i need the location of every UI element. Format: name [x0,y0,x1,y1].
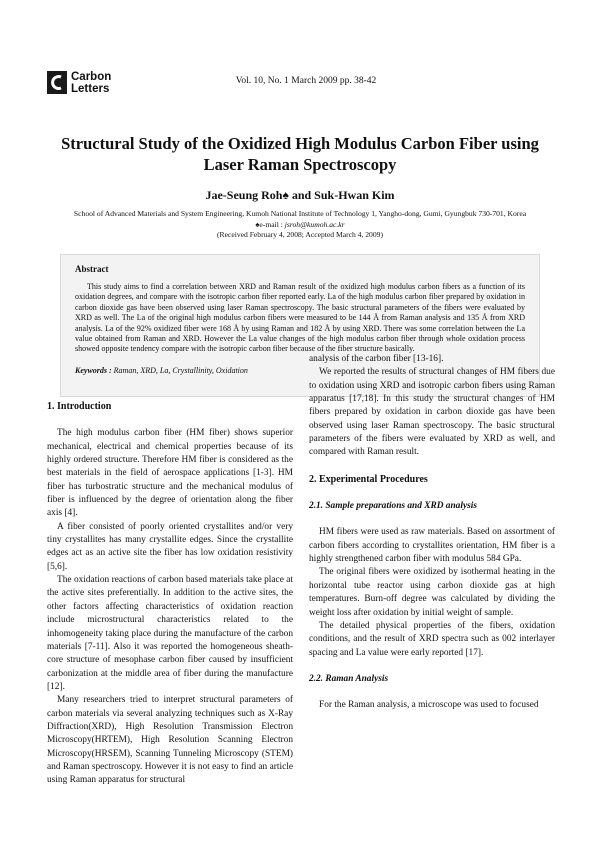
left-column [47,400,293,788]
affiliation-block [20,209,580,241]
paragraph: The original fibers were oxidized by isothermal heating in the horizontal tube reactor using carbon dioxide gas at high temperatures. Burn-off degree was calculated by dividing the weight loss after oxidation by initial weight of sample. [309,567,555,618]
keywords-values: Raman, XRD, La, Crystallinity, Oxidation [113,365,248,375]
paragraph: The high modulus carbon fiber (HM fiber) shows superior mechanical, electrical and chemical properties because of its highly ordered structure. Therefore HM fiber is considered as the best materials in the field of aerospace applications [1-3]. HM fiber has turbostratic structure and the mechanical modulus of fiber is influenced by the degree of orientation along the fiber axis [4]. [47,428,293,519]
section-heading-introduction: 1. Introduction [47,401,112,412]
journal-info: Vol. 10, No. 1 March 2009 pp. 38-42 [235,76,377,86]
abstract-heading: Abstract [75,264,109,274]
paragraph: The oxidation reactions of carbon based materials take place at the active sites preferentially. In addition to the active sites, the other factors affecting characteristics of oxidation reaction include microstructural characteristics related to the inhomogeneity taking place during the manufacture of the carbon materials [7-11]. Also it was reported the homogeneous sheath-core structure of mesophase carbon fiber caused by insufficient carbonization at the middle area of fiber during the manufacture [12]. [47,575,293,692]
section-heading-experimental: 2. Experimental Procedures [309,473,428,485]
paragraph: Many researchers tried to interpret structural parameters of carbon materials via several analyzing techniques such as X-Ray Diffraction(XRD), High Resolution Transmission Electron Microscopy(HRTEM), High Resolution Scanning Electron Microscopy(HRSEM), Scanning Tunneling Microscopy (STEM) and Raman spectroscopy. However it is not easy to find an article using Raman apparatus for structural [47,695,293,786]
paper-title: Structural Study of the Oxidized High Modulus Carbon Fiber using Laser Raman Spectroscopy [61,134,539,174]
abstract-text: This study aims to find a correlation between XRD and Raman result of the oxidized high modulus carbon fibers as a function of its oxidation degrees, and compare with the isotropic carbon fiber reported early. La of the high modulus carbon fiber prepared by oxidation in carbon dioxide gas have been observed using laser Raman spectroscopy. The basic structural parameters of the fibers were evaluated by XRD as well. The La of the original high modulus carbon fibers were measured to be 144 Å from Raman analysis and 135 Å from XRD analysis. La of the 92% oxidized fiber were 168 Å by using Raman and 182 Å by using XRD. There was some correlation between the La value obtained from Raman and XRD. However the La value changes of the high modulus carbon fiber through whole oxidation process showed opposite tendency compare with the isotropic carbon fiber because of the fiber structure basically. [75,282,525,354]
paragraph: We reported the results of structural changes of HM fibers due to oxidation using XRD and isotropic carbon fibers using Raman apparatus [17,18]. In this study the structural changes of HM fibers prepared by oxidation in carbon dioxide gas have been observed using laser Raman spectroscopy. The basic structural parameters of the fibers were evaluated by XRD as well, and compared with Raman result. [309,367,555,458]
paragraph: analysis of the carbon fiber [13-16]. [309,354,444,364]
received-dates: (Received February 4, 2008; Accepted March 4, 2009) [217,230,383,239]
paragraph: A fiber consisted of poorly oriented crystallites and/or very tiny crystallites has many crystallite edges. Since the crystallite edges act as an active site the fiber has low oxidation resistivity [5,6]. [47,521,293,572]
subsection-heading-raman: 2.2. Raman Analysis [309,673,389,684]
keywords-label: Keywords : [75,365,114,375]
affiliation: School of Advanced Materials and System Engineering, Kumoh National Institute of Technology 1, Yangho-dong, Gumi, Gyungbuk 730-701, Korea [73,209,527,218]
paragraph: HM fibers were used as raw materials. Based on assortment of carbon fibers according to crystallites orientation, HM fiber is a highly strengthened carbon fiber with modulus 584 GPa. [309,527,555,565]
email-line [20,220,580,231]
paragraph: The detailed physical properties of the fibers, oxidation conditions, and the result of XRD spectra such as 002 interlayer spacing and La value were early reported [17]. [309,620,555,658]
email-label: ♠e-mail : [255,219,285,229]
email-address: jsroh@kumoh.ac.kr [284,219,345,229]
paragraph: For the Raman analysis, a microscope was used to focused [319,700,539,711]
subsection-heading-sample: 2.1. Sample preparations and XRD analysis [309,501,477,512]
logo-line-1: Carbon [71,71,112,83]
right-column [309,353,555,713]
authors: Jae-Seung Roh♠ and Suk-Hwan Kim [205,188,395,202]
logo-line-2: Letters [71,83,110,95]
